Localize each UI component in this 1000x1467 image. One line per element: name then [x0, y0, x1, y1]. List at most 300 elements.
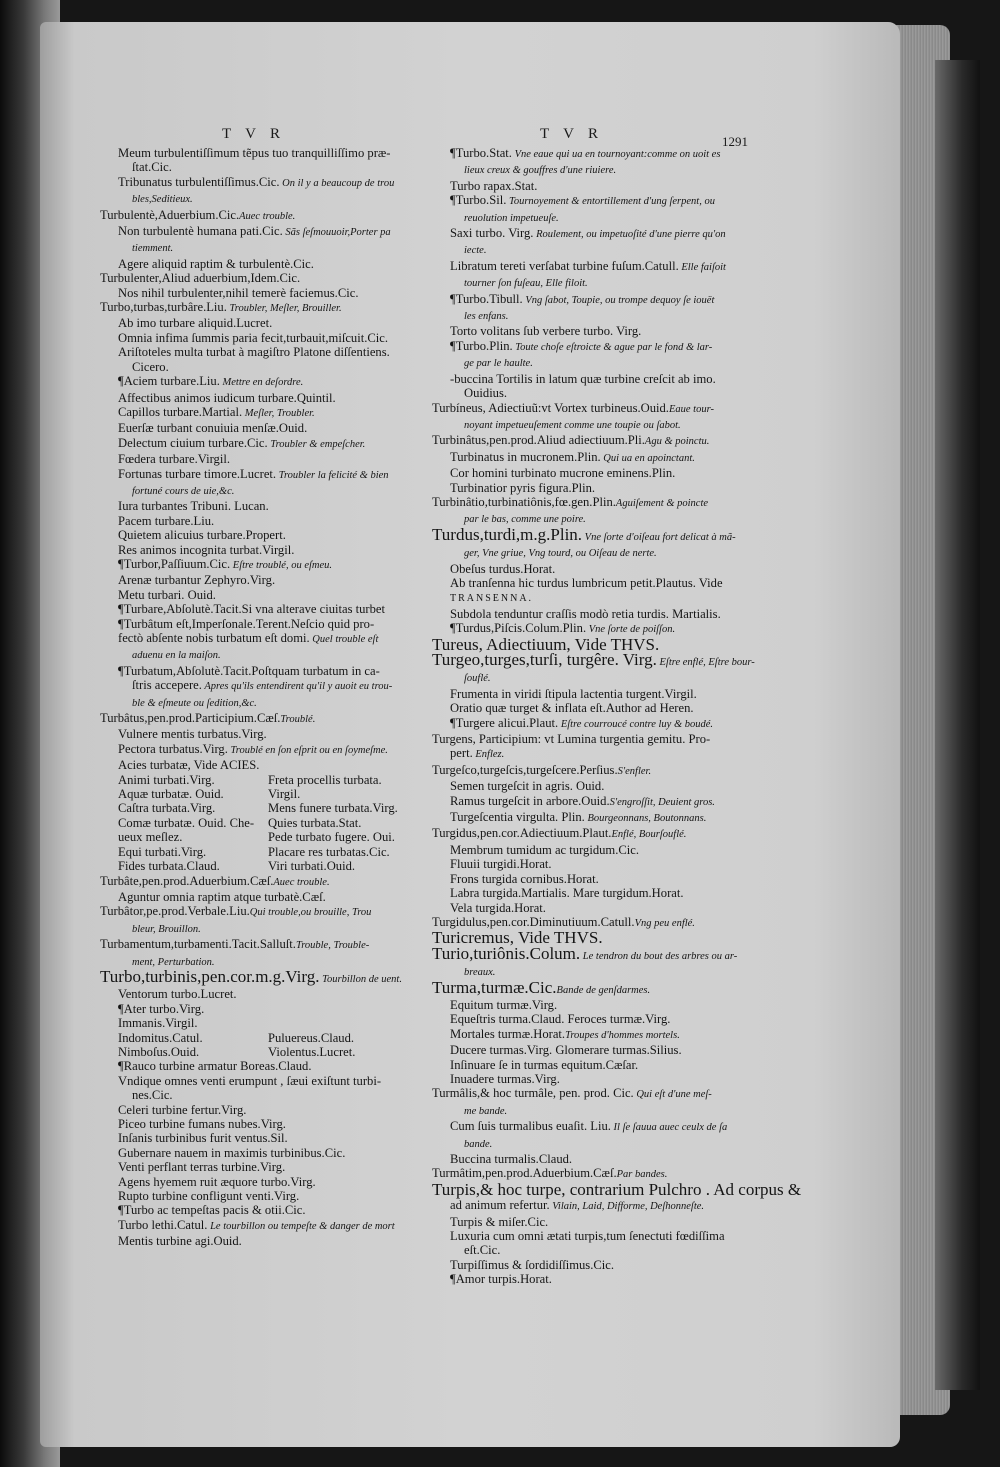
french-gloss: Le tourbillon ou tempeſte & danger de mort	[207, 1220, 395, 1232]
entry-pair	[100, 816, 420, 830]
entry-text: ¶Turbo.Stat.	[450, 146, 512, 160]
entry-line	[432, 794, 757, 810]
entry-line	[100, 588, 420, 602]
entry-line	[100, 160, 420, 174]
french-gloss: Qui eſt d'une meſ-	[633, 1089, 712, 1101]
french-gloss: Quel trouble eſt	[309, 634, 379, 645]
entry-line	[432, 732, 757, 746]
french-gloss: Enflé, Bourſouflé.	[611, 829, 687, 841]
entry-text: Pectora turbatus.Virg.	[118, 741, 228, 756]
french-gloss: S'enfler.	[617, 765, 652, 777]
entry-text: Omnia infima ſummis paria fecit,turbauit,miſcuit.Cic.	[118, 330, 389, 345]
entry-text: Capillos turbare.Martial.	[118, 404, 243, 419]
french-gloss: Bourgeonnans, Boutonnans.	[584, 813, 707, 825]
entry-text: Ouidius.	[464, 386, 508, 401]
entry-line	[100, 483, 420, 499]
entry-pair	[100, 787, 420, 801]
french-gloss: noyant impetueuſement comme une toupie ou ſabot.	[464, 419, 681, 431]
entry-line	[100, 191, 420, 207]
entry-line	[100, 452, 420, 466]
french-gloss: Aguiſement & poincte	[615, 497, 709, 509]
entry-line	[432, 1229, 757, 1243]
entry-text: Turgeſcentia virgulta. Plin.	[450, 810, 585, 825]
entry-text: ¶Turbo.Plin.	[450, 338, 513, 353]
entry-line	[100, 1016, 420, 1030]
entry-line	[100, 1103, 420, 1117]
entry-text: ¶Turbo.Tibull.	[450, 291, 523, 306]
entry-line	[432, 650, 757, 670]
entry-text: Libratum tereti verſabat turbine fuſum.Catull.	[450, 258, 679, 273]
entry-line	[432, 524, 757, 545]
entry-text: ¶Turbo ac tempeſtas pacis & otii.Cic.	[118, 1203, 306, 1218]
entry-text: Cum ſuis turmalibus euaſit. Liu.	[450, 1119, 611, 1134]
entry-line	[100, 758, 420, 772]
french-gloss: Trouble, Trouble-	[295, 940, 370, 952]
book-fore-edge-shadow	[935, 60, 980, 1390]
french-gloss: Sãs ſeſmouuoir,Porter pa	[282, 227, 391, 239]
page-number: 1291	[722, 134, 748, 149]
entry-text: Torto volitans ſub verbere turbo. Virg.	[450, 324, 642, 339]
entry-line	[432, 998, 757, 1012]
french-gloss: bande.	[464, 1138, 493, 1150]
french-gloss: Vne eaue qui ua en tournoyant:comme on uoit es	[511, 149, 721, 160]
french-gloss: Elle faiſoit	[678, 261, 726, 273]
entry-text: Gubernare nauem in maximis turbinibus.Cic.	[118, 1145, 346, 1160]
french-gloss: Le tendron du bout des arbres ou ar-	[580, 950, 738, 962]
entry-line	[432, 417, 757, 433]
entry-text: Acies turbatæ, Vide ACIES.	[118, 758, 260, 773]
entry-line	[100, 647, 420, 663]
entry-line	[100, 573, 420, 587]
entry-text: Turbâtus,pen.prod.Participium.Cæſ.	[100, 711, 281, 726]
french-gloss: Troubler la felicité & bien	[276, 469, 389, 481]
entry-text: Caſtra turbata.Virg.	[118, 801, 216, 816]
entry-line	[100, 374, 420, 390]
entry-line	[432, 226, 757, 242]
entry-line	[432, 324, 757, 338]
entry-line	[432, 943, 757, 964]
entry-line	[100, 1088, 420, 1102]
entry-text: Quietem alicuius turbare.Propert.	[118, 528, 286, 543]
entry-text: Turpiſſimus & ſordidiſſimus.Cic.	[450, 1257, 614, 1272]
french-gloss: ble & eſmeute ou ſedition,&c.	[132, 697, 257, 709]
running-header-right: TVR	[540, 126, 612, 142]
entry-text: pert.	[450, 746, 473, 761]
entry-line	[100, 695, 420, 711]
entry-text: Iura turbantes Tribuni. Lucan.	[118, 499, 269, 514]
entry-text: Animi turbati.Virg.	[118, 772, 215, 787]
entry-line	[432, 162, 757, 178]
entry-line	[432, 545, 757, 561]
entry-line	[100, 874, 420, 890]
entry-text: Turmâlis,& hoc turmâle, pen. prod. Cic.	[432, 1086, 634, 1101]
entry-text: Turbulentè,Aduerbium.Cic.	[100, 207, 240, 222]
entry-text: Fluuii turgidi.Horat.	[450, 857, 552, 872]
entry-text: Tribunatus turbulentiſſimus.Cic.	[118, 174, 280, 189]
running-header-left: TVR	[222, 126, 294, 142]
entry-text: ¶Turbâtum eſt,Imperſonale.Terent.Neſcio quid pro-	[118, 616, 375, 631]
entry-text: Nimboſus.Ouid.	[118, 1044, 200, 1059]
entry-text: ¶Turbare,Abſolutè.Tacit.Si vna alterave ciuitas turbet	[118, 602, 386, 617]
entry-text: Vndique omnes venti erumpunt , ſæui exiſtunt turbi-	[118, 1073, 382, 1088]
entry-line	[100, 727, 420, 741]
entry-line	[100, 331, 420, 345]
entry-line	[432, 1215, 757, 1229]
entry-line	[100, 360, 420, 374]
entry-line	[432, 179, 757, 193]
entry-text: Cor homini turbinato mucrone eminens.Plin.	[450, 466, 676, 481]
entry-line	[432, 242, 757, 258]
entry-text: Semen turgeſcit in agris. Ouid.	[450, 779, 605, 794]
entry-text: Quies turbata.Stat.	[268, 815, 362, 830]
entry-text: Equitum turmæ.Virg.	[450, 997, 558, 1012]
entry-text: Subdola tenduntur craſſis modò retia turdis. Martialis.	[450, 606, 721, 621]
entry-line	[100, 921, 420, 937]
entry-text: Viri turbati.Ouid.	[268, 859, 356, 874]
entry-line	[100, 499, 420, 513]
french-gloss: Tournoyement & entortillement d'ung ſerpent, ou	[506, 196, 715, 208]
entry-line	[100, 421, 420, 435]
entry-text: Immanis.Virgil.	[118, 1016, 198, 1031]
french-gloss: Troubler, Meſler, Brouiller.	[226, 303, 342, 315]
entry-text: Mortales turmæ.Horat.	[450, 1026, 566, 1041]
french-gloss: Tourbillon de uent.	[319, 973, 402, 985]
entry-text: Cicero.	[132, 359, 169, 374]
french-gloss: bleur, Brouillon.	[132, 923, 201, 935]
entry-line	[100, 405, 420, 421]
french-gloss: Enflez.	[472, 749, 505, 761]
entry-line	[432, 259, 757, 275]
french-gloss: lieux creux & gouffres d'une riuiere.	[464, 165, 617, 177]
entry-line	[432, 977, 757, 998]
french-gloss: Auec trouble.	[273, 876, 330, 888]
french-gloss: Agu & poinctu.	[644, 436, 710, 448]
entry-text: Ariſtoteles multa turbat à magiſtro Platone diſſentiens.	[118, 345, 390, 360]
french-gloss: Eſtre enflé, Eſtre bour-	[656, 657, 755, 668]
french-gloss: Bande de genſdarmes.	[556, 984, 651, 996]
entry-line	[100, 1131, 420, 1145]
entry-line	[100, 678, 420, 694]
entry-line	[432, 1058, 757, 1072]
entry-line	[100, 1117, 420, 1131]
entry-text: fectò abſente nobis turbatum eſt domi.	[118, 631, 310, 645]
entry-text: Membrum tumidum ac turgidum.Cic.	[450, 842, 640, 857]
french-gloss: Roulement, ou impetuoſité d'une pierre qu'on	[533, 229, 726, 241]
entry-text: Piceo turbine fumans nubes.Virg.	[118, 1117, 286, 1131]
entry-text: ¶Rauco turbine armatur Boreas.Claud.	[118, 1059, 312, 1074]
entry-line	[100, 631, 420, 647]
entry-text: Turgidulus,pen.cor.Diminutiuum.Catull.	[432, 914, 635, 929]
entry-line	[432, 339, 757, 355]
entry-text: ueux meſlez.	[118, 830, 183, 845]
entry-line	[100, 711, 420, 727]
entry-text: eſt.Cic.	[464, 1243, 501, 1258]
entry-text: Puluereus.Claud.	[268, 1030, 355, 1045]
entry-text: ¶Aciem turbare.Liu.	[118, 374, 220, 389]
french-gloss: Par bandes.	[616, 1169, 668, 1181]
entry-text: Mens funere turbata.Virg.	[268, 801, 398, 816]
french-gloss: Eſtre courroucé contre luy & boudé.	[558, 718, 714, 730]
entry-pair	[100, 773, 420, 787]
entry-text: Fides turbata.Claud.	[118, 859, 220, 874]
french-gloss: par le bas, comme une poire.	[464, 514, 586, 526]
entry-text: Agere aliquid raptim & turbulentè.Cic.	[118, 256, 314, 271]
entry-text: Aguntur omnia raptim atque turbatè.Cæſ.	[118, 889, 326, 904]
entry-text: ¶Amor turpis.Horat.	[450, 1272, 552, 1287]
entry-text: Agens hyemem ruit æquore turbo.Virg.	[118, 1174, 316, 1189]
right-column	[432, 146, 802, 1287]
entry-text: Meum turbulentiſſimum tẽpus tuo tranquilliſſimo præ-	[118, 146, 391, 160]
entry-text: Inuadere turmas.Virg.	[450, 1071, 560, 1086]
entry-line	[100, 966, 420, 987]
entry-line	[432, 886, 757, 900]
entry-text: Vela turgida.Horat.	[450, 900, 546, 915]
entry-line	[432, 481, 757, 495]
entry-pair	[100, 859, 420, 873]
entry-text: Turgidus,pen.cor.Adiectiuum.Plaut.	[432, 826, 612, 841]
entry-line	[432, 670, 757, 686]
entry-line	[432, 275, 757, 291]
french-gloss: Vng peu enflé.	[634, 917, 695, 929]
french-gloss: Mettre en deſordre.	[219, 377, 304, 389]
entry-line	[432, 826, 757, 842]
entry-line	[100, 904, 420, 920]
entry-text: Res animos incognita turbat.Virgil.	[118, 542, 295, 557]
entry-text: Frons turgida cornibus.Horat.	[450, 871, 599, 886]
french-gloss: Qui ua en apoinctant.	[600, 452, 695, 464]
entry-line	[432, 763, 757, 779]
entry-line	[100, 1059, 420, 1073]
french-gloss: ment, Perturbation.	[132, 956, 215, 968]
entry-line	[100, 1203, 420, 1217]
entry-text: Non turbulentè humana pati.Cic.	[118, 224, 283, 239]
entry-line	[100, 286, 420, 300]
entry-line	[432, 433, 757, 449]
entry-text: Turdus,turdi,m.g.Plin.	[432, 524, 583, 544]
entry-text: Euerſæ turbant conuiuia menſæ.Ouid.	[118, 421, 308, 436]
french-gloss: aduenu en la maiſon.	[132, 650, 221, 662]
entry-line	[432, 687, 757, 701]
french-gloss: Vne ſorte d'oiſeau fort delicat à mã-	[582, 531, 736, 543]
entry-text: Turbo lethi.Catul.	[118, 1217, 208, 1232]
entry-text: ¶Turgere alicui.Plaut.	[450, 715, 559, 730]
french-gloss: fortuné cours de uie,&c.	[132, 485, 235, 497]
french-gloss: S'engroſſit, Deuient gros.	[609, 796, 715, 808]
french-gloss: Eſtre troublé, ou eſmeu.	[230, 559, 333, 571]
entry-text: Fortunas turbare timore.Lucret.	[118, 466, 277, 481]
entry-text: Turbo,turbinis,pen.cor.m.g.Virg.	[100, 966, 320, 986]
entry-line	[100, 224, 420, 240]
entry-text: Oratio quæ turget & inflata eſt.Author ad Heren.	[450, 701, 694, 716]
french-gloss: breaux.	[464, 967, 496, 979]
entry-text: Metu turbari. Ouid.	[118, 587, 216, 602]
entry-line	[100, 514, 420, 528]
entry-line	[100, 300, 420, 316]
entry-line	[432, 843, 757, 857]
entry-text: Ramus turgeſcit in arbore.Ouid.	[450, 793, 610, 808]
entry-line	[100, 557, 420, 573]
entry-line	[432, 590, 757, 606]
entry-text: Ventorum turbo.Lucret.	[118, 987, 237, 1002]
entry-line	[432, 1136, 757, 1152]
french-gloss: reuolution impetueuſe.	[464, 212, 559, 224]
entry-text: Equeſtris turma.Claud. Feroces turmæ.Virg.	[450, 1012, 671, 1027]
entry-text: Rupto turbine confligunt venti.Virg.	[118, 1189, 300, 1204]
entry-line	[432, 1012, 757, 1026]
french-gloss: Vne ſorte de poiſſon.	[586, 624, 676, 636]
entry-text: Turbo,turbas,turbâre.Liu.	[100, 300, 227, 315]
entry-line	[432, 1243, 757, 1257]
left-column	[100, 146, 420, 1249]
entry-text: Frumenta in viridi ſtipula lactentia turgent.Virgil.	[450, 686, 697, 701]
french-gloss: Troublé en ſon eſprit ou en ſoymeſme.	[227, 744, 388, 756]
entry-line	[100, 208, 420, 224]
entry-line	[432, 292, 757, 308]
entry-text: Ducere turmas.Virg. Glomerare turmas.Silius.	[450, 1043, 682, 1058]
entry-text: Placare res turbatas.Cic.	[268, 844, 390, 859]
french-gloss: ſouflé.	[464, 673, 491, 685]
entry-line	[432, 1119, 757, 1135]
entry-line	[432, 466, 757, 480]
entry-line	[432, 1272, 757, 1286]
entry-line	[432, 872, 757, 886]
entry-line	[432, 308, 757, 324]
entry-line	[432, 1258, 757, 1272]
french-gloss: Vng ſabot, Toupie, ou trompe dequoy ſe iouët	[522, 294, 715, 306]
entry-line	[432, 857, 757, 871]
entry-line	[100, 987, 420, 1001]
french-gloss: ge par le haulte.	[464, 358, 533, 370]
entry-text: Equi turbati.Virg.	[118, 844, 207, 859]
french-gloss: On il y a beaucoup de trou	[279, 177, 395, 189]
entry-text: Turpis,& hoc turpe, contrarium Pulchro . Ad corpus &	[432, 1179, 802, 1199]
entry-text: Saxi turbo. Virg.	[450, 226, 534, 241]
entry-text: Celeri turbine fertur.Virg.	[118, 1102, 247, 1117]
entry-pair	[100, 801, 420, 815]
entry-text: Labra turgida.Martialis. Mare turgidum.Horat.	[450, 886, 684, 901]
entry-text: ad animum refertur.	[450, 1198, 550, 1213]
french-gloss: tiemment.	[132, 243, 174, 255]
entry-text: Turio,turiônis.Colum.	[432, 943, 581, 963]
entry-text: ¶Turbor,Paſſiuum.Cic.	[118, 556, 231, 571]
french-gloss: Meſler, Troubler.	[242, 407, 315, 419]
entry-text: Delectum ciuium turbare.Cic.	[118, 435, 268, 450]
entry-line	[100, 1175, 420, 1189]
entry-line	[100, 240, 420, 256]
entry-line	[100, 1189, 420, 1203]
entry-line	[432, 1043, 757, 1057]
entry-line	[100, 1218, 420, 1234]
entry-text: Turbâte,pen.prod.Aduerbium.Cæſ.	[100, 873, 274, 888]
entry-text: Indomitus.Catul.	[118, 1030, 203, 1045]
entry-line	[432, 562, 757, 576]
entry-text: Turbâtor,pe.prod.Verbale.Liu.	[100, 904, 250, 919]
entry-line	[100, 1002, 420, 1016]
french-gloss: Auec trouble.	[239, 210, 296, 222]
entry-pair	[100, 1045, 420, 1059]
entry-text: ¶Turbatum,Abſolutè.Tacit.Poſtquam turbatum in ca-	[118, 663, 380, 678]
entry-text: Turbinatior pyris figura.Plin.	[450, 480, 596, 495]
entry-text: Inſanis turbinibus furit ventus.Sil.	[118, 1131, 288, 1146]
entry-line	[100, 742, 420, 758]
french-gloss: Vilain, Laid, Difforme, Deſhonneſte.	[549, 1201, 705, 1213]
french-gloss: tourner ſon fuſeau, Elle filoit.	[464, 278, 588, 290]
entry-text: TRANSENNA.	[450, 593, 534, 605]
entry-line	[100, 664, 420, 678]
entry-line	[100, 1234, 420, 1248]
entry-text: Ab tranſenna hic turdus lumbricum petit.Plautus. Vide	[450, 575, 723, 590]
entry-line	[432, 355, 757, 371]
entry-text: Freta procellis turbata.	[268, 772, 382, 787]
french-gloss: me bande.	[464, 1105, 508, 1117]
entry-pair	[100, 830, 420, 844]
entry-text: Turpis & miſer.Cic.	[450, 1214, 549, 1229]
entry-text: Mentis turbine agi.Ouid.	[118, 1234, 242, 1249]
french-gloss: Troupes d'hommes mortels.	[565, 1029, 680, 1041]
entry-text: Turgeo,turges,turſi, turgêre. Virg.	[432, 650, 657, 669]
entry-text: Pede turbato fugere. Oui.	[268, 830, 395, 845]
entry-line	[432, 810, 757, 826]
entry-text: Turbinâtio,turbinatiônis,fœ.gen.Plin.	[432, 494, 616, 509]
entry-text: Tureus, Adiectiuum, Vide THVS.	[432, 634, 660, 654]
french-gloss: ger, Vne griue, Vng tourd, ou Oiſeau de nerte.	[464, 548, 657, 560]
entry-text: Fœdera turbare.Virgil.	[118, 452, 230, 467]
entry-line	[100, 890, 420, 904]
entry-line	[100, 1074, 420, 1088]
entry-text: Pacem turbare.Liu.	[118, 513, 215, 528]
entry-line	[100, 146, 420, 160]
entry-line	[100, 436, 420, 452]
entry-line	[100, 175, 420, 191]
french-gloss: Troubler & empeſcher.	[267, 438, 366, 450]
entry-text: Turgens, Participium: vt Lumina turgentia gemitu. Pro-	[432, 732, 711, 747]
entry-line	[432, 210, 757, 226]
entry-line	[100, 271, 420, 285]
entry-line	[432, 576, 757, 590]
entry-line	[100, 617, 420, 631]
entry-line	[100, 467, 420, 483]
entry-text: Arenæ turbantur Zephyro.Virg.	[118, 573, 276, 588]
entry-line	[432, 1072, 757, 1086]
entry-text: Venti perflant terras turbine.Virg.	[118, 1160, 286, 1175]
entry-text: Luxuria cum omni ætati turpis,tum ſenectuti fœdiſſima	[450, 1229, 725, 1244]
french-gloss: Il ſe ſauua auec ceulx de ſa	[610, 1122, 728, 1134]
entry-line	[100, 316, 420, 330]
french-gloss: bles,Seditieux.	[132, 194, 193, 206]
entry-text: Affectibus animos iudicum turbare.Quintil.	[118, 390, 336, 405]
entry-line	[432, 386, 757, 400]
entry-text: Ab imo turbare aliquid.Lucret.	[118, 316, 273, 331]
entry-text: Turbo rapax.Stat.	[450, 178, 538, 193]
entry-text: -buccina Tortilis in latum quæ turbine creſcit ab imo.	[450, 371, 716, 386]
french-gloss: Toute choſe eſtroicte & ague par le fond & lar-	[512, 341, 713, 353]
entry-text: Nos nihil turbulenter,nihil temerè faciemus.Cic.	[118, 285, 359, 300]
entry-line	[100, 345, 420, 359]
entry-text: Vulnere mentis turbatus.Virg.	[118, 727, 267, 742]
entry-line	[100, 543, 420, 557]
entry-line	[432, 372, 757, 386]
french-gloss: Eaue tour-	[668, 403, 714, 415]
entry-text: Turbinâtus,pen.prod.Aliud adiectiuum.Pli.	[432, 433, 645, 448]
entry-text: Turmâtim,pen.prod.Aduerbium.Cæſ.	[432, 1166, 617, 1181]
entry-text: Turicremus, Vide THVS.	[432, 928, 603, 948]
french-gloss: iecte.	[464, 245, 487, 257]
entry-text: Turbinatus in mucronem.Plin.	[450, 449, 601, 464]
entry-text: nes.Cic.	[132, 1088, 173, 1103]
entry-line	[432, 401, 757, 417]
entry-line	[432, 746, 757, 762]
entry-line	[432, 716, 757, 732]
